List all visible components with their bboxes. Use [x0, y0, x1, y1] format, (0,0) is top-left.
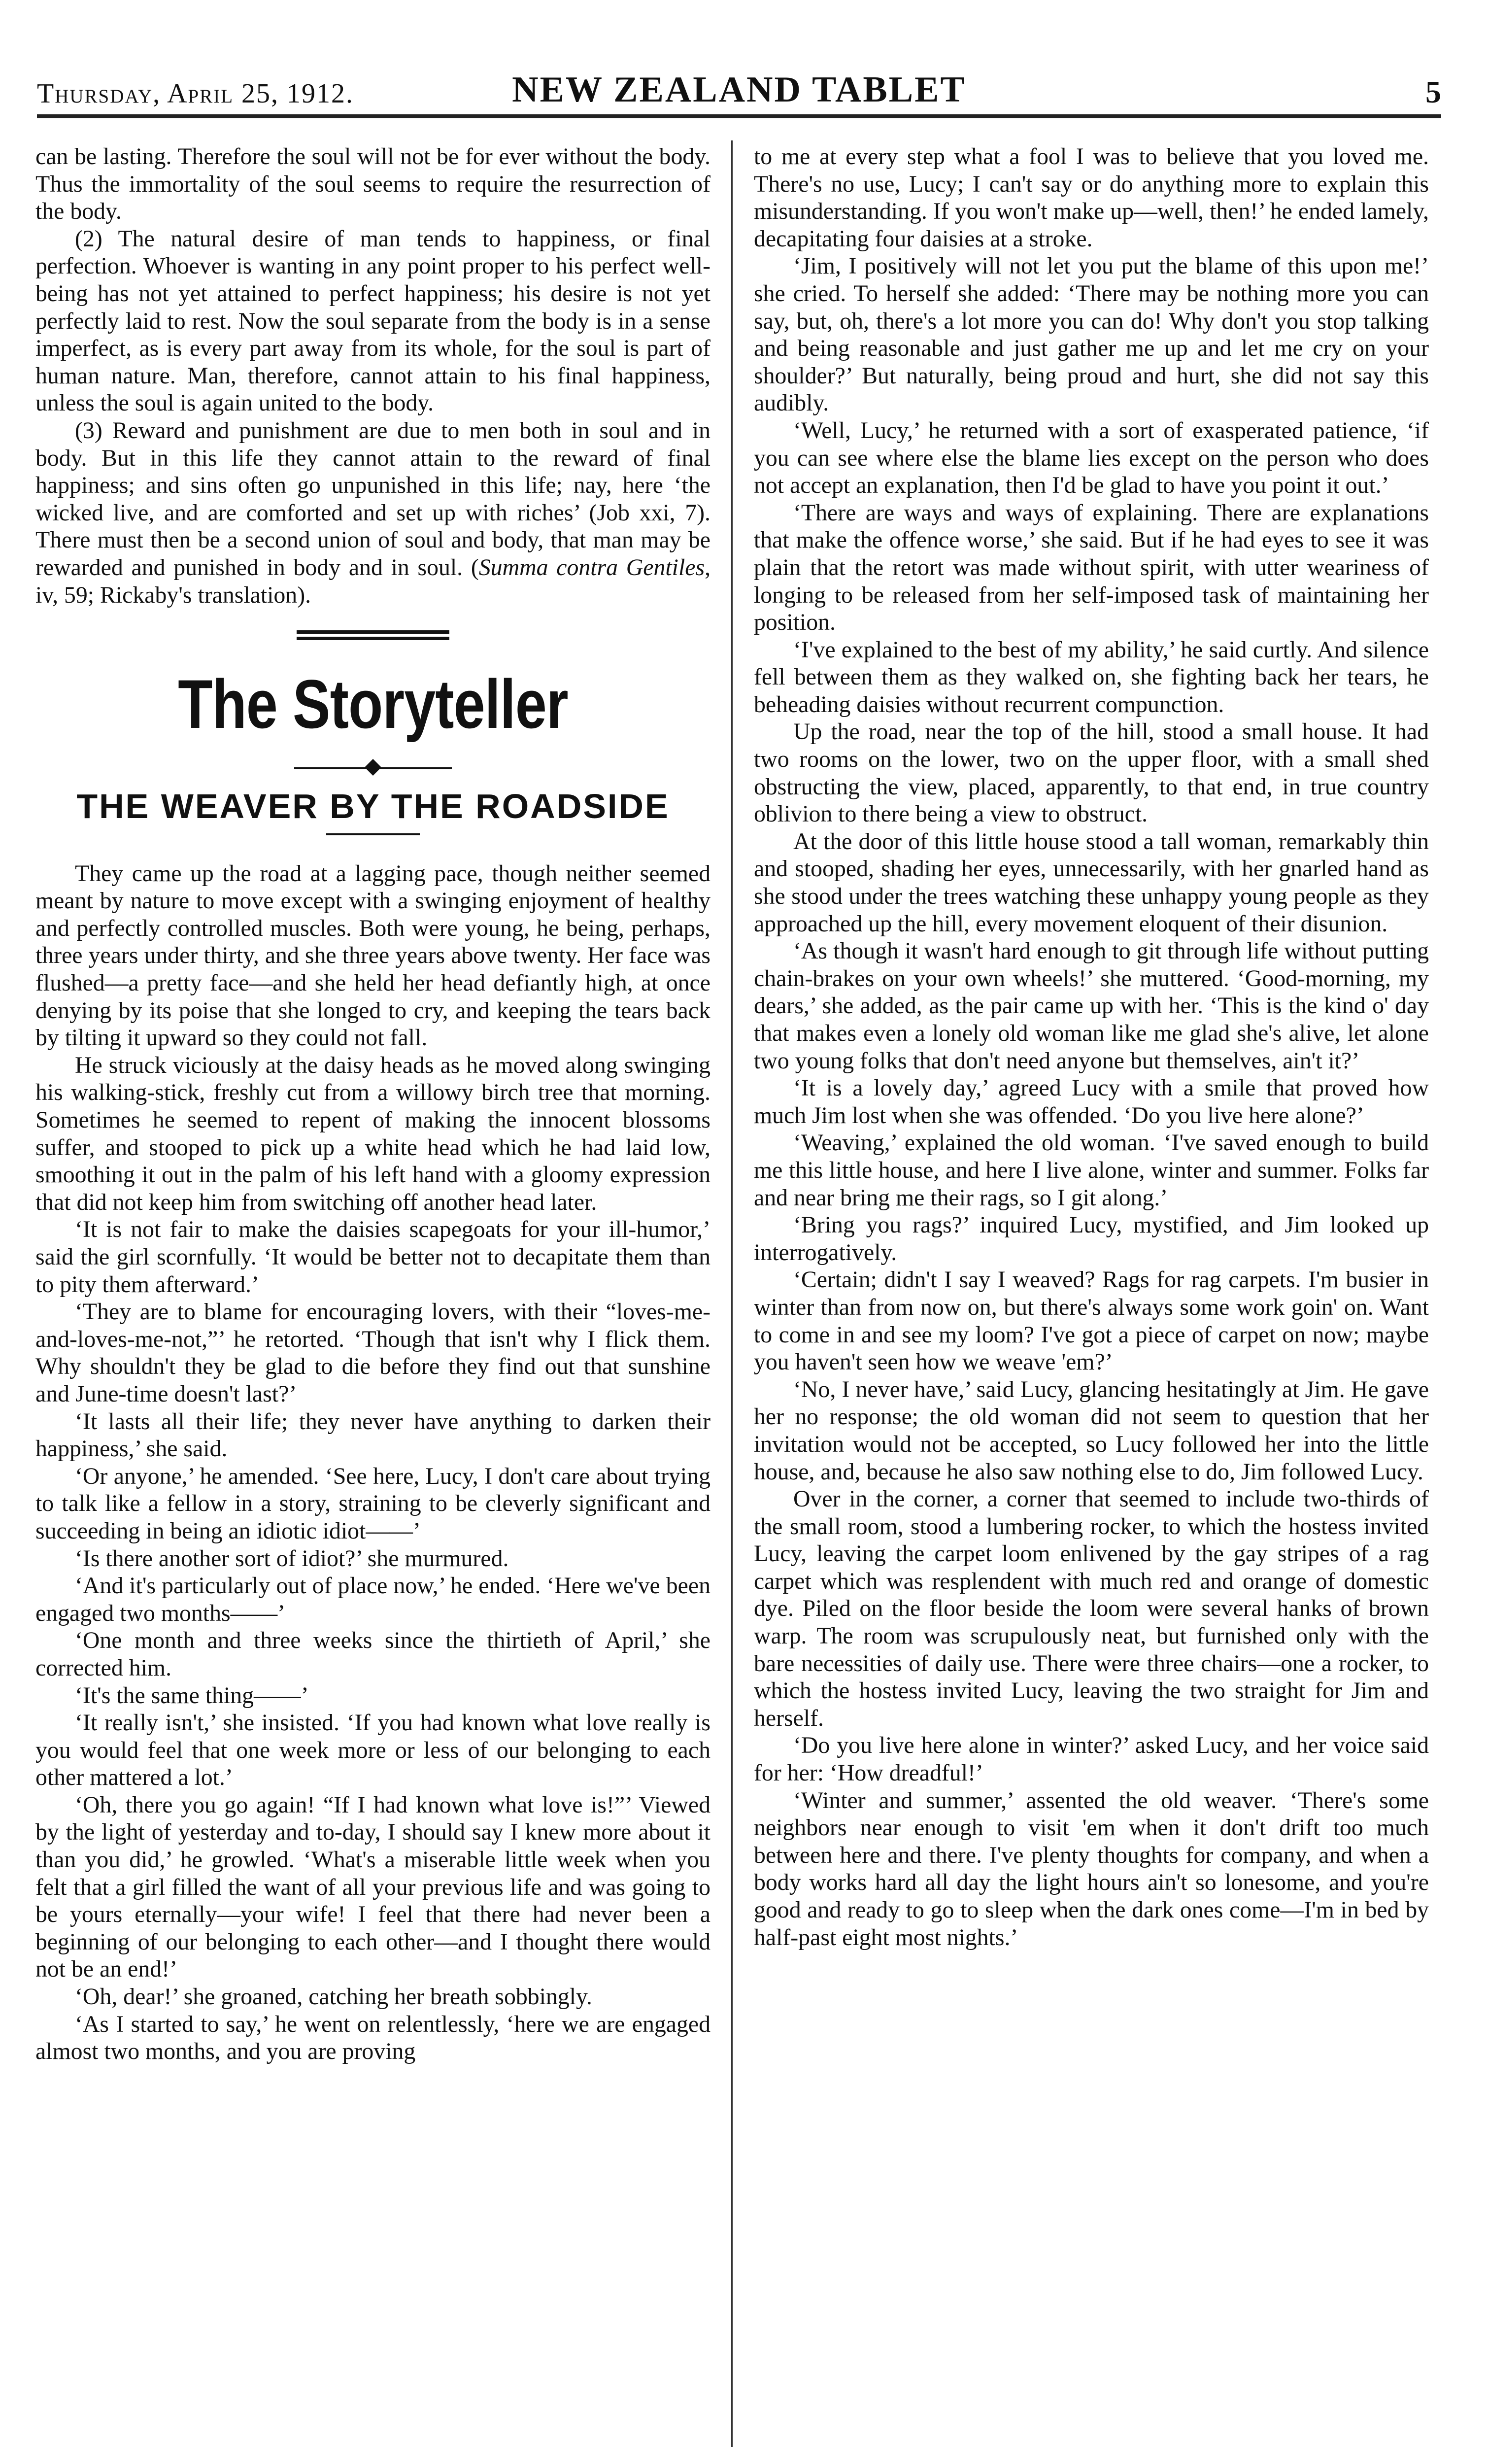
intro-paragraph: (3) Reward and punishment are due to men both in soul and in body. But in this life they cannot attain to the reward of final happiness; and sins often go unpunished in this life; nay, here ‘the wicked live, and are comforted and set up with riches’ (Job xxi, 7). There must then be a second union of soul and body, that man may be rewarded and punished in body and in soul. (Summa contra Gentiles, iv, 59; Rickaby's translation). — [35, 417, 710, 608]
story-paragraph: ‘Do you live here alone in winter?’ asked Lucy, and her voice said for her: ‘How dreadful!’ — [754, 1732, 1429, 1786]
citation-source: Summa contra Gentiles — [478, 554, 705, 581]
story-paragraph: ‘And it's particularly out of place now,’ he ended. ‘Here we've been engaged two months——’ — [35, 1573, 710, 1626]
story-title: THE WEAVER BY THE ROADSIDE — [76, 787, 670, 826]
story-paragraph: ‘Jim, I positively will not let you put the blame of this upon me!’ she cried. To herself she added: ‘There may be nothing more you can say, but, oh, there's a lot more you can do! Why don't you stop talking and being reasonable and just gather me up and let me cry on your shoulder?’ But naturally, being proud and hurt, she did not say this audibly. — [754, 253, 1429, 416]
story-paragraph: ‘Oh, there you go again! “If I had known what love is!”’ Viewed by the light of yesterday and to-day, I should say I knew more about it than you did,’ he growled. ‘What's a miserable little week when you felt that a girl filled the want of all your previous life and was going to be yours eternally—your wife! I feel that there had never been a beginning of our belonging to each other—and I thought there would not be an end!’ — [35, 1791, 710, 1983]
story-paragraph: ‘It is a lovely day,’ agreed Lucy with a smile that proved how much Jim lost when she was offended. ‘Do you live here alone?’ — [754, 1075, 1429, 1129]
issue-date: Thursday, April 25, 1912. — [37, 78, 354, 109]
section-title: The Storyteller — [178, 665, 568, 743]
story-paragraph: He struck viciously at the daisy heads as he moved along swinging his walking-stick, freshly cut from a willowy birch tree that morning. Sometimes he seemed to repent of making the innocent blossoms suffer, and stooped to pick up a white head which he had laid low, smoothing it out in the palm of his left hand with a gloomy expression that did not keep him from switching off another head later. — [35, 1052, 710, 1215]
story-paragraph: They came up the road at a lagging pace, though neither seemed meant by nature to move except with a swinging enjoyment of healthy and perfectly controlled muscles. Both were young, he being, perhaps, three years under thirty, and she three years above twenty. Her face was flushed—a pretty face—and she held her head defiantly high, at once denying by its poise that she longed to cry, and keeping the tears back by tilting it upward so they could not fall. — [35, 860, 710, 1051]
story-body-right — [754, 143, 1429, 1951]
column-separator — [731, 140, 733, 2447]
story-paragraph: ‘As though it wasn't hard enough to git through life without putting chain-brakes on your own wheels!’ she muttered. ‘Good-morning, my dears,’ she added, as the pair came up with her. ‘This is the kind o' day that makes even a lonely old woman like me glad she's alive, let alone two young folks that don't need anyone but themselves, ain't it?’ — [754, 938, 1429, 1074]
story-paragraph: ‘Is there another sort of idiot?’ she murmured. — [75, 1545, 509, 1572]
newspaper-title: NEW ZEALAND TABLET — [512, 69, 966, 110]
story-paragraph: ‘I've explained to the best of my ability,’ he said curtly. And silence fell between them as they walked on, she fighting back her tears, he beheading daisies without recurrent compunction. — [754, 636, 1429, 718]
masthead-rule — [37, 114, 1441, 118]
left-column — [35, 143, 710, 2459]
intro-paragraph: can be lasting. Therefore the soul will not be for ever without the body. Thus the immortality of the soul seems to require the resurrection of the body. — [35, 143, 710, 225]
story-paragraph: ‘Oh, dear!’ she groaned, catching her breath sobbingly. — [75, 1984, 592, 2010]
ornament-rule — [294, 758, 452, 778]
story-paragraph: ‘It is not fair to make the daisies scapegoats for your ill-humor,’ said the girl scornfully. ‘It would be better not to decapitate them than to pity them afterward.’ — [35, 1216, 710, 1298]
story-paragraph: ‘Winter and summer,’ assented the old weaver. ‘There's some neighbors near enough to visit 'em when it don't drift too much between here and there. I've plenty thoughts for company, and when a body works hard all day the light hours ain't so lonesome, and you're good and ready to go to sleep when the dark ones come—I'm in bed by half-past eight most nights.’ — [754, 1787, 1429, 1951]
story-title-rule — [326, 833, 420, 835]
story-paragraph: ‘It lasts all their life; they never have anything to darken their happiness,’ she said. — [35, 1408, 710, 1462]
story-paragraph: ‘It really isn't,’ she insisted. ‘If you had known what love really is you would feel that one week more or less of our belonging to each other mattered a lot.’ — [35, 1710, 710, 1791]
story-paragraph: ‘It's the same thing——’ — [75, 1682, 309, 1709]
story-paragraph: At the door of this little house stood a tall woman, remarkably thin and stooped, shading her eyes, unnecessarily, with her gnarled hand as she stood under the trees watching these unhappy young people as they approached up the hill, every movement eloquent of their disunion. — [754, 828, 1429, 937]
section-divider — [297, 630, 449, 640]
story-paragraph: ‘One month and three weeks since the thirtieth of April,’ she corrected him. — [35, 1627, 710, 1681]
story-body-left — [35, 860, 710, 2065]
story-paragraph: ‘No, I never have,’ said Lucy, glancing hesitatingly at Jim. He gave her no response; the old woman did not seem to question that her invitation would not be accepted, so Lucy followed her into the little house, and, because he also saw nothing else to do, Jim followed Lucy. — [754, 1376, 1429, 1485]
story-paragraph: Over in the corner, a corner that seemed to include two-thirds of the small room, stood a lumbering rocker, to which the hostess invited Lucy, leaving the carpet loom enlivened by the gay stripes of a rag carpet which was resplendent with much red and orange of domestic dye. Piled on the floor beside the loom were several hanks of brown warp. The room was scrupulously neat, but furnished only with the bare necessities of daily use. There were three chairs—one a rocker, to which the hostess invited Lucy, leaving the two straight for Jim and herself. — [754, 1486, 1429, 1731]
story-paragraph: to me at every step what a fool I was to believe that you loved me. There's no use, Lucy; I can't say or do anything more to explain this misunderstanding. If you won't make up—well, then!’ he ended lamely, decapitating four daisies at a stroke. — [754, 143, 1429, 252]
intro-paragraph: (2) The natural desire of man tends to happiness, or final perfection. Whoever is wanting in any point proper to his perfect well-being has not yet attained to perfect happiness; his desire is not yet perfectly laid to rest. Now the soul separate from the body is in a sense imperfect, as is every part away from its whole, for the soul is part of human nature. Man, therefore, cannot attain to his final happiness, unless the soul is again united to the body. — [35, 225, 710, 416]
page-number: 5 — [1425, 74, 1441, 109]
right-column — [754, 143, 1429, 2459]
story-paragraph: ‘Well, Lucy,’ he returned with a sort of exasperated patience, ‘if you can see where else the blame lies except on the person who does not accept an explanation, then I'd be glad to have you point it out.’ — [754, 417, 1429, 499]
story-paragraph: ‘Certain; didn't I say I weaved? Rags for rag carpets. I'm busier in winter than from now on, but there's always some work goin' on. Want to come in and see my loom? I've got a piece of carpet on now; maybe you haven't seen how we weave 'em?’ — [754, 1266, 1429, 1375]
citation-rest: , iv, 59; Rickaby's translation). — [35, 554, 710, 608]
diamond-icon — [365, 759, 381, 776]
story-paragraph: ‘They are to blame for encouraging lovers, with their “loves-me-and-loves-me-not,”’ he retorted. ‘Though that isn't why I flick them. Why shouldn't they be glad to die before they find out that sunshine and June-time doesn't last?’ — [35, 1299, 710, 1407]
story-paragraph: ‘Weaving,’ explained the old woman. ‘I've saved enough to build me this little house, and here I live alone, winter and summer. Folks far and near bring me their rags, so I git along.’ — [754, 1129, 1429, 1211]
story-paragraph: ‘As I started to say,’ he went on relentlessly, ‘here we are engaged almost two months, and you are proving — [35, 2011, 710, 2065]
story-paragraph: Up the road, near the top of the hill, stood a small house. It had two rooms on the lower, two on the upper floor, with a small shed obstructing the view, placed, apparently, to that end, in true country oblivion to there being a view to obstruct. — [754, 719, 1429, 827]
story-paragraph: ‘Bring you rags?’ inquired Lucy, mystified, and Jim looked up interrogatively. — [754, 1212, 1429, 1266]
story-paragraph: ‘Or anyone,’ he amended. ‘See here, Lucy, I don't care about trying to talk like a fellow in a story, straining to be cleverly significant and succeeding in being an idiotic idiot——’ — [35, 1463, 710, 1544]
intro-paragraph-text: (3) Reward and punishment are due to men both in soul and in body. But in this life they cannot attain to the reward of final happiness; and sins often go unpunished in this life; nay, here ‘the wicked live, and are comforted and set up with riches’ (Job xxi, 7). There must then be a second union of soul and body, that man may be rewarded and punished in body and in soul. — [35, 417, 710, 581]
story-paragraph: ‘There are ways and ways of explaining. There are explanations that make the offence worse,’ she said. But if he had eyes to see it was plain that the retort was made without spirit, with utter weariness of longing to be released from her self-imposed task of maintaining her position. — [754, 499, 1429, 636]
masthead — [37, 69, 1441, 118]
